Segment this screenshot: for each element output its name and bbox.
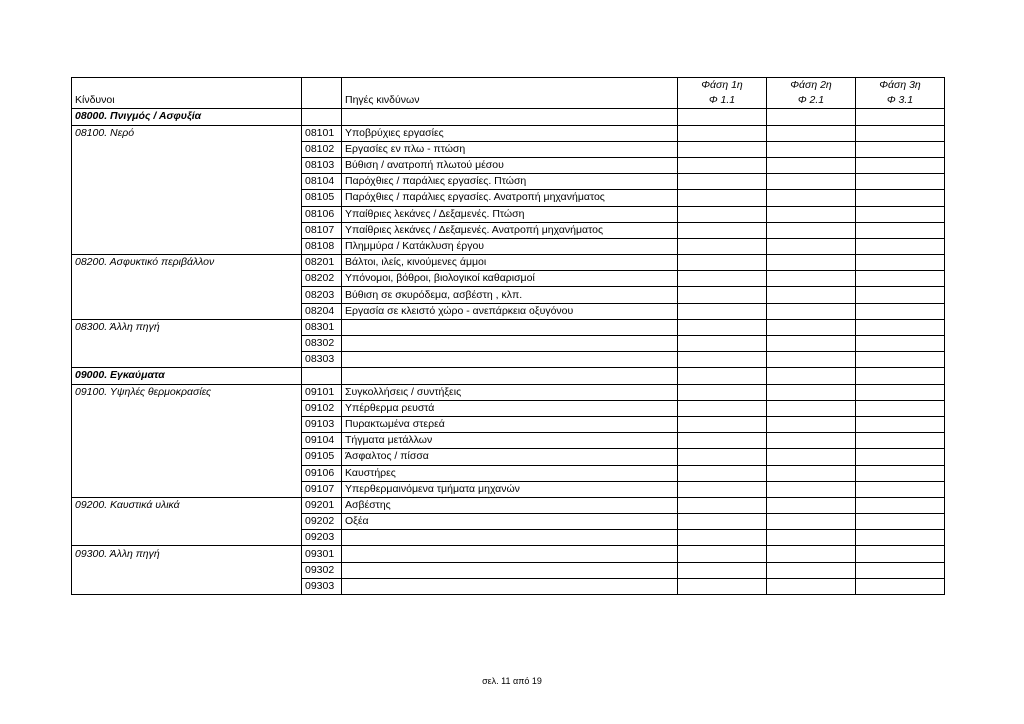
phase-cell [678, 336, 767, 352]
hazard-cell [72, 416, 302, 432]
phase-cell [856, 141, 945, 157]
hazard-cell [72, 433, 302, 449]
phase-cell [856, 255, 945, 271]
phase-cell [856, 190, 945, 206]
phase-cell [678, 465, 767, 481]
table-row [72, 222, 945, 238]
hazard-cell: 08100. Νερό [72, 125, 302, 141]
phase-cell [678, 449, 767, 465]
page-number: σελ. 11 από 19 [482, 676, 542, 686]
hazard-cell [72, 238, 302, 254]
group-title [72, 109, 302, 125]
code-cell: 08201 [302, 255, 342, 271]
phase-cell [678, 319, 767, 335]
phase-cell [856, 238, 945, 254]
phase-cell [856, 449, 945, 465]
table-row [72, 336, 945, 352]
code-cell: 08106 [302, 206, 342, 222]
code-cell: 08108 [302, 238, 342, 254]
phase-cell [678, 303, 767, 319]
table-row [72, 514, 945, 530]
code-cell: 09105 [302, 449, 342, 465]
source-cell [342, 578, 678, 594]
phase-cell [678, 400, 767, 416]
table-row [72, 530, 945, 546]
table-row [72, 206, 945, 222]
phase-cell [856, 303, 945, 319]
hazard-cell [72, 400, 302, 416]
phase-cell [678, 206, 767, 222]
code-cell: 08103 [302, 157, 342, 173]
code-cell: 09101 [302, 384, 342, 400]
phase-1-header: Φάση 1η [678, 78, 767, 94]
code-cell: 08204 [302, 303, 342, 319]
phase-cell [856, 384, 945, 400]
table-row [72, 352, 945, 368]
table-row [72, 465, 945, 481]
phase-3-header: Φάση 3η [856, 78, 945, 94]
phase-cell [856, 497, 945, 513]
table-row [72, 174, 945, 190]
source-cell: Τήγματα μετάλλων [342, 433, 678, 449]
code-cell: 09301 [302, 546, 342, 562]
source-cell [342, 352, 678, 368]
table-row [72, 400, 945, 416]
table-row [72, 546, 945, 562]
source-cell: Υπαίθριες λεκάνες / Δεξαμενές. Πτώση [342, 206, 678, 222]
phase-cell [767, 433, 856, 449]
phase-cell [678, 562, 767, 578]
phase-cell [767, 190, 856, 206]
phase-cell [856, 416, 945, 432]
phase-cell [856, 271, 945, 287]
code-cell: 09106 [302, 465, 342, 481]
source-cell: Οξέα [342, 514, 678, 530]
hazard-cell [72, 157, 302, 173]
hazard-cell [72, 514, 302, 530]
code-cell: 09201 [302, 497, 342, 513]
phase-cell [678, 287, 767, 303]
source-cell: Υποβρύχιες εργασίες [342, 125, 678, 141]
table-row [72, 449, 945, 465]
sources-column-header: Πηγές κινδύνων [342, 93, 678, 109]
table-row [72, 562, 945, 578]
table-row [72, 303, 945, 319]
hazard-cell [72, 303, 302, 319]
hazard-cell [72, 352, 302, 368]
source-cell [342, 546, 678, 562]
source-cell: Πυρακτωμένα στερεά [342, 416, 678, 432]
phase-cell [856, 546, 945, 562]
hazard-cell: 08200. Ασφυκτικό περιβάλλον [72, 255, 302, 271]
phase-cell [767, 271, 856, 287]
phase-cell [678, 481, 767, 497]
phase-cell [767, 336, 856, 352]
group-row [72, 368, 945, 384]
phase-cell [767, 206, 856, 222]
hazard-cell: 09200. Καυστικά υλικά [72, 497, 302, 513]
source-cell: Υπερθερμαινόμενα τμήματα μηχανών [342, 481, 678, 497]
code-cell: 09202 [302, 514, 342, 530]
phase-cell [856, 433, 945, 449]
source-cell: Παρόχθιες / παράλιες εργασίες. Ανατροπή μηχανήματος [342, 190, 678, 206]
hazard-cell [72, 190, 302, 206]
phase-cell [767, 546, 856, 562]
code-cell: 09302 [302, 562, 342, 578]
code-cell: 09104 [302, 433, 342, 449]
table-row [72, 481, 945, 497]
code-cell: 09103 [302, 416, 342, 432]
code-cell: 09203 [302, 530, 342, 546]
phase-1-code: Φ 1.1 [678, 93, 767, 109]
phase-cell [767, 449, 856, 465]
phase-cell [856, 481, 945, 497]
phase-cell [767, 157, 856, 173]
phase-cell [767, 174, 856, 190]
hazard-cell: 08300. Άλλη πηγή [72, 319, 302, 335]
table-row [72, 125, 945, 141]
phase-cell [856, 287, 945, 303]
source-cell: Συγκολλήσεις / συντήξεις [342, 384, 678, 400]
phase-2-header: Φάση 2η [767, 78, 856, 94]
table-row [72, 141, 945, 157]
table-row [72, 255, 945, 271]
phase-cell [856, 530, 945, 546]
code-cell: 08203 [302, 287, 342, 303]
header-row-2 [72, 93, 945, 109]
phase-cell [767, 514, 856, 530]
phase-2-code: Φ 2.1 [767, 93, 856, 109]
table-row [72, 190, 945, 206]
phase-cell [767, 303, 856, 319]
hazard-cell: 09300. Άλλη πηγή [72, 546, 302, 562]
source-cell: Βάλτοι, ιλείς, κινούμενες άμμοι [342, 255, 678, 271]
phase-cell [767, 416, 856, 432]
phase-cell [767, 287, 856, 303]
table-row [72, 271, 945, 287]
hazard-cell [72, 578, 302, 594]
source-cell: Παρόχθιες / παράλιες εργασίες. Πτώση [342, 174, 678, 190]
hazard-cell: 09100. Υψηλές θερμοκρασίες [72, 384, 302, 400]
phase-cell [678, 433, 767, 449]
phase-cell [767, 125, 856, 141]
hazard-cell [72, 449, 302, 465]
source-cell: Πλημμύρα / Κατάκλυση έργου [342, 238, 678, 254]
phase-cell [856, 400, 945, 416]
phase-cell [678, 514, 767, 530]
header-row-1 [72, 78, 945, 94]
source-cell [342, 336, 678, 352]
table-row [72, 238, 945, 254]
group-title-text: 09000. Εγκαύματα [75, 369, 165, 382]
hazard-cell [72, 174, 302, 190]
hazard-cell [72, 271, 302, 287]
source-cell [342, 562, 678, 578]
code-cell: 09102 [302, 400, 342, 416]
phase-cell [767, 141, 856, 157]
phase-cell [856, 514, 945, 530]
phase-cell [678, 497, 767, 513]
code-cell: 09303 [302, 578, 342, 594]
phase-cell [678, 141, 767, 157]
source-cell: Καυστήρες [342, 465, 678, 481]
phase-cell [856, 125, 945, 141]
phase-cell [678, 416, 767, 432]
code-cell: 08301 [302, 319, 342, 335]
hazard-cell [72, 222, 302, 238]
source-cell: Βύθιση / ανατροπή πλωτού μέσου [342, 157, 678, 173]
phase-cell [767, 530, 856, 546]
phase-cell [767, 497, 856, 513]
phase-cell [767, 562, 856, 578]
source-cell: Υπόνομοι, βόθροι, βιολογικοί καθαρισμοί [342, 271, 678, 287]
phase-cell [856, 222, 945, 238]
phase-cell [678, 222, 767, 238]
hazard-cell [72, 206, 302, 222]
phase-cell [678, 238, 767, 254]
source-cell: Άσφαλτος / πίσσα [342, 449, 678, 465]
table-row [72, 384, 945, 400]
code-cell: 08105 [302, 190, 342, 206]
phase-cell [678, 174, 767, 190]
hazard-cell [72, 336, 302, 352]
code-cell: 08101 [302, 125, 342, 141]
code-cell: 08202 [302, 271, 342, 287]
phase-cell [678, 384, 767, 400]
phase-cell [856, 336, 945, 352]
phase-cell [856, 157, 945, 173]
code-cell: 08107 [302, 222, 342, 238]
code-cell: 08303 [302, 352, 342, 368]
code-cell: 08302 [302, 336, 342, 352]
hazard-cell [72, 481, 302, 497]
group-title [72, 368, 302, 384]
phase-cell [767, 400, 856, 416]
phase-cell [678, 352, 767, 368]
source-cell [342, 530, 678, 546]
phase-cell [678, 157, 767, 173]
phase-cell [856, 319, 945, 335]
hazard-cell [72, 465, 302, 481]
table-row [72, 319, 945, 335]
source-cell: Εργασία σε κλειστό χώρο - ανεπάρκεια οξυγόνου [342, 303, 678, 319]
phase-cell [856, 578, 945, 594]
source-cell: Βύθιση σε σκυρόδεμα, ασβέστη , κλπ. [342, 287, 678, 303]
hazard-table [71, 77, 945, 595]
phase-cell [856, 465, 945, 481]
phase-cell [856, 206, 945, 222]
code-cell: 08104 [302, 174, 342, 190]
phase-cell [678, 125, 767, 141]
phase-cell [856, 174, 945, 190]
phase-cell [767, 481, 856, 497]
phase-cell [678, 530, 767, 546]
table-row [72, 578, 945, 594]
table-row [72, 287, 945, 303]
code-cell: 09107 [302, 481, 342, 497]
phase-cell [678, 190, 767, 206]
phase-cell [678, 578, 767, 594]
phase-cell [767, 238, 856, 254]
table-row [72, 497, 945, 513]
hazard-cell [72, 141, 302, 157]
phase-cell [856, 352, 945, 368]
group-row [72, 109, 945, 125]
phase-cell [856, 562, 945, 578]
phase-cell [767, 319, 856, 335]
phase-3-code: Φ 3.1 [856, 93, 945, 109]
source-cell: Ασβέστης [342, 497, 678, 513]
phase-cell [767, 352, 856, 368]
group-title-text: 08000. Πνιγμός / Ασφυξία [75, 110, 202, 123]
source-cell [342, 319, 678, 335]
phase-cell [767, 465, 856, 481]
phase-cell [678, 546, 767, 562]
phase-cell [767, 222, 856, 238]
table-row [72, 157, 945, 173]
source-cell: Υπέρθερμα ρευστά [342, 400, 678, 416]
phase-cell [767, 384, 856, 400]
hazard-cell [72, 530, 302, 546]
source-cell: Εργασίες εν πλω - πτώση [342, 141, 678, 157]
phase-cell [767, 255, 856, 271]
code-cell: 08102 [302, 141, 342, 157]
table-row [72, 433, 945, 449]
hazard-cell [72, 562, 302, 578]
hazard-cell [72, 287, 302, 303]
source-cell: Υπαίθριες λεκάνες / Δεξαμενές. Ανατροπή μηχανήματος [342, 222, 678, 238]
phase-cell [767, 578, 856, 594]
hazard-column-header: Κίνδυνοι [72, 93, 302, 109]
phase-cell [678, 255, 767, 271]
table-row [72, 416, 945, 432]
phase-cell [678, 271, 767, 287]
